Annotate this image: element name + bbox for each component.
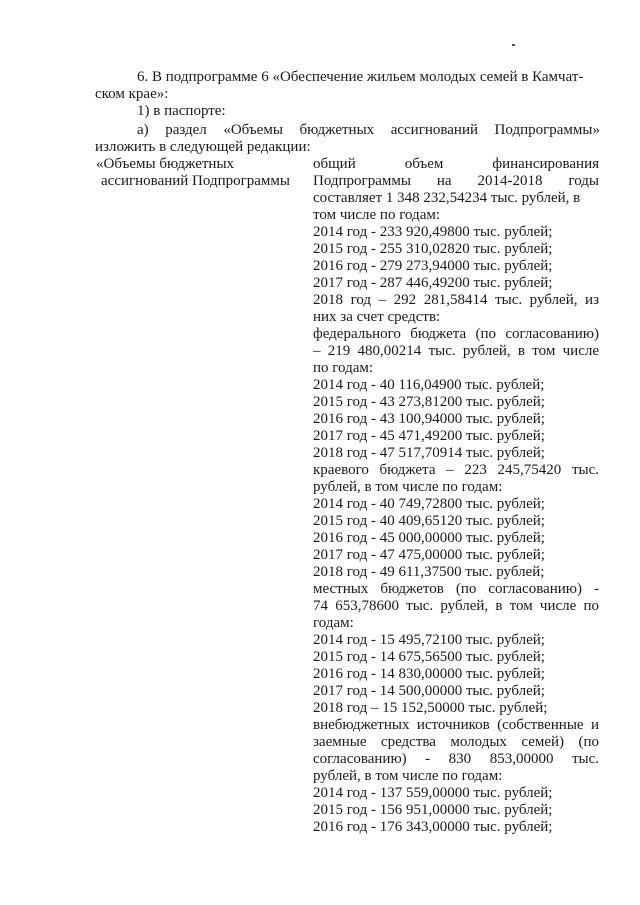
table-right-line: 2015 год - 43 273,81200 тыс. рублей; xyxy=(313,394,545,410)
table-right-line: 2016 год - 279 273,94000 тыс. рублей; xyxy=(313,258,553,274)
table-right-line: 2015 год - 156 951,00000 тыс. рублей; xyxy=(313,802,553,818)
intro-paragraph-3-line-1: а) раздел «Объемы бюджетных ассигнований Подпрограммы» xyxy=(137,122,600,138)
table-right-line: краевого бюджета – 223 245,75420 тыс. xyxy=(313,462,599,478)
table-right-line: 2015 год - 14 675,56500 тыс. рублей; xyxy=(313,649,545,665)
table-right-line: составляет 1 348 232,54234 тыс. рублей, в xyxy=(313,190,581,206)
table-left-label-line-1: «Объемы бюджетных xyxy=(96,156,235,172)
table-right-line: 2016 год - 14 830,00000 тыс. рублей; xyxy=(313,666,545,682)
table-left-label xyxy=(96,156,296,190)
table-left-label-line-2: ассигнований Подпрограммы xyxy=(101,173,290,189)
table-right-line: 2014 год - 40 749,72800 тыс. рублей; xyxy=(313,496,545,512)
table-right-line: 2018 год – 15 152,50000 тыс. рублей; xyxy=(313,700,548,716)
table-right-line: 2015 год - 255 310,02820 тыс. рублей; xyxy=(313,241,553,257)
table-right-line: 2017 год - 287 446,49200 тыс. рублей; xyxy=(313,275,553,291)
table-right-line: них за счет средств: xyxy=(313,309,441,325)
table-right-line: 74 653,78600 тыс. рублей, в том числе по xyxy=(313,598,599,614)
intro-paragraph-3-line-2: изложить в следующей редакции: xyxy=(95,139,311,155)
table-right-line: 2016 год - 43 100,94000 тыс. рублей; xyxy=(313,411,545,427)
table-right-line: 2015 год - 40 409,65120 тыс. рублей; xyxy=(313,513,545,529)
table-right-line: заемные средства молодых семей) (по xyxy=(313,734,599,750)
table-right-line: 2014 год - 40 116,04900 тыс. рублей; xyxy=(313,377,545,393)
scan-speck xyxy=(512,44,515,46)
table-right-line: внебюджетных источников (собственные и xyxy=(313,717,599,733)
table-right-line: рублей, в том числе по годам: xyxy=(313,768,503,784)
intro-paragraph-1 xyxy=(95,69,600,103)
table-right-line: общий объем финансирования xyxy=(313,156,599,172)
table-right-line: рублей, в том числе по годам: xyxy=(313,479,503,495)
table-right-line: местных бюджетов (по согласованию) - xyxy=(313,581,599,597)
table-right-line: 2016 год - 176 343,00000 тыс. рублей; xyxy=(313,819,553,835)
table-right-line: федерального бюджета (по согласованию) xyxy=(313,326,599,342)
table-right-line: согласованию) - 830 853,00000 тыс. xyxy=(313,751,599,767)
table-right-line: 2016 год - 45 000,00000 тыс. рублей; xyxy=(313,530,545,546)
table-right-line: том числе по годам: xyxy=(313,207,441,223)
table-right-line: 2017 год - 47 475,00000 тыс. рублей; xyxy=(313,547,545,563)
intro-paragraph-3 xyxy=(95,122,600,156)
table-right-line: – 219 480,00214 тыс. рублей, в том числе xyxy=(313,343,599,359)
table-right-line: 2017 год - 14 500,00000 тыс. рублей; xyxy=(313,683,545,699)
table-right-line: 2018 год - 47 517,70914 тыс. рублей; xyxy=(313,445,545,461)
table-right-line: 2014 год - 233 920,49800 тыс. рублей; xyxy=(313,224,553,240)
table-right-line: 2014 год - 15 495,72100 тыс. рублей; xyxy=(313,632,545,648)
table-right-line: 2014 год - 137 559,00000 тыс. рублей; xyxy=(313,785,553,801)
intro-paragraph-1-line-2: ском крае»: xyxy=(95,86,169,102)
table-right-line: по годам: xyxy=(313,360,374,376)
intro-paragraph-2: 1) в паспорте: xyxy=(137,103,226,119)
intro-paragraph-1-line-1: 6. В подпрограмме 6 «Обеспечение жильем молодых семей в Камчат- xyxy=(137,69,584,85)
table-right-line: 2018 год - 49 611,37500 тыс. рублей; xyxy=(313,564,545,580)
table-right-content xyxy=(313,156,599,836)
table-right-line: 2018 год – 292 281,58414 тыс. рублей, из xyxy=(313,292,599,308)
table-right-line: годам: xyxy=(313,615,354,631)
table-right-line: Подпрограммы на 2014-2018 годы xyxy=(313,173,599,189)
table-right-line: 2017 год - 45 471,49200 тыс. рублей; xyxy=(313,428,545,444)
